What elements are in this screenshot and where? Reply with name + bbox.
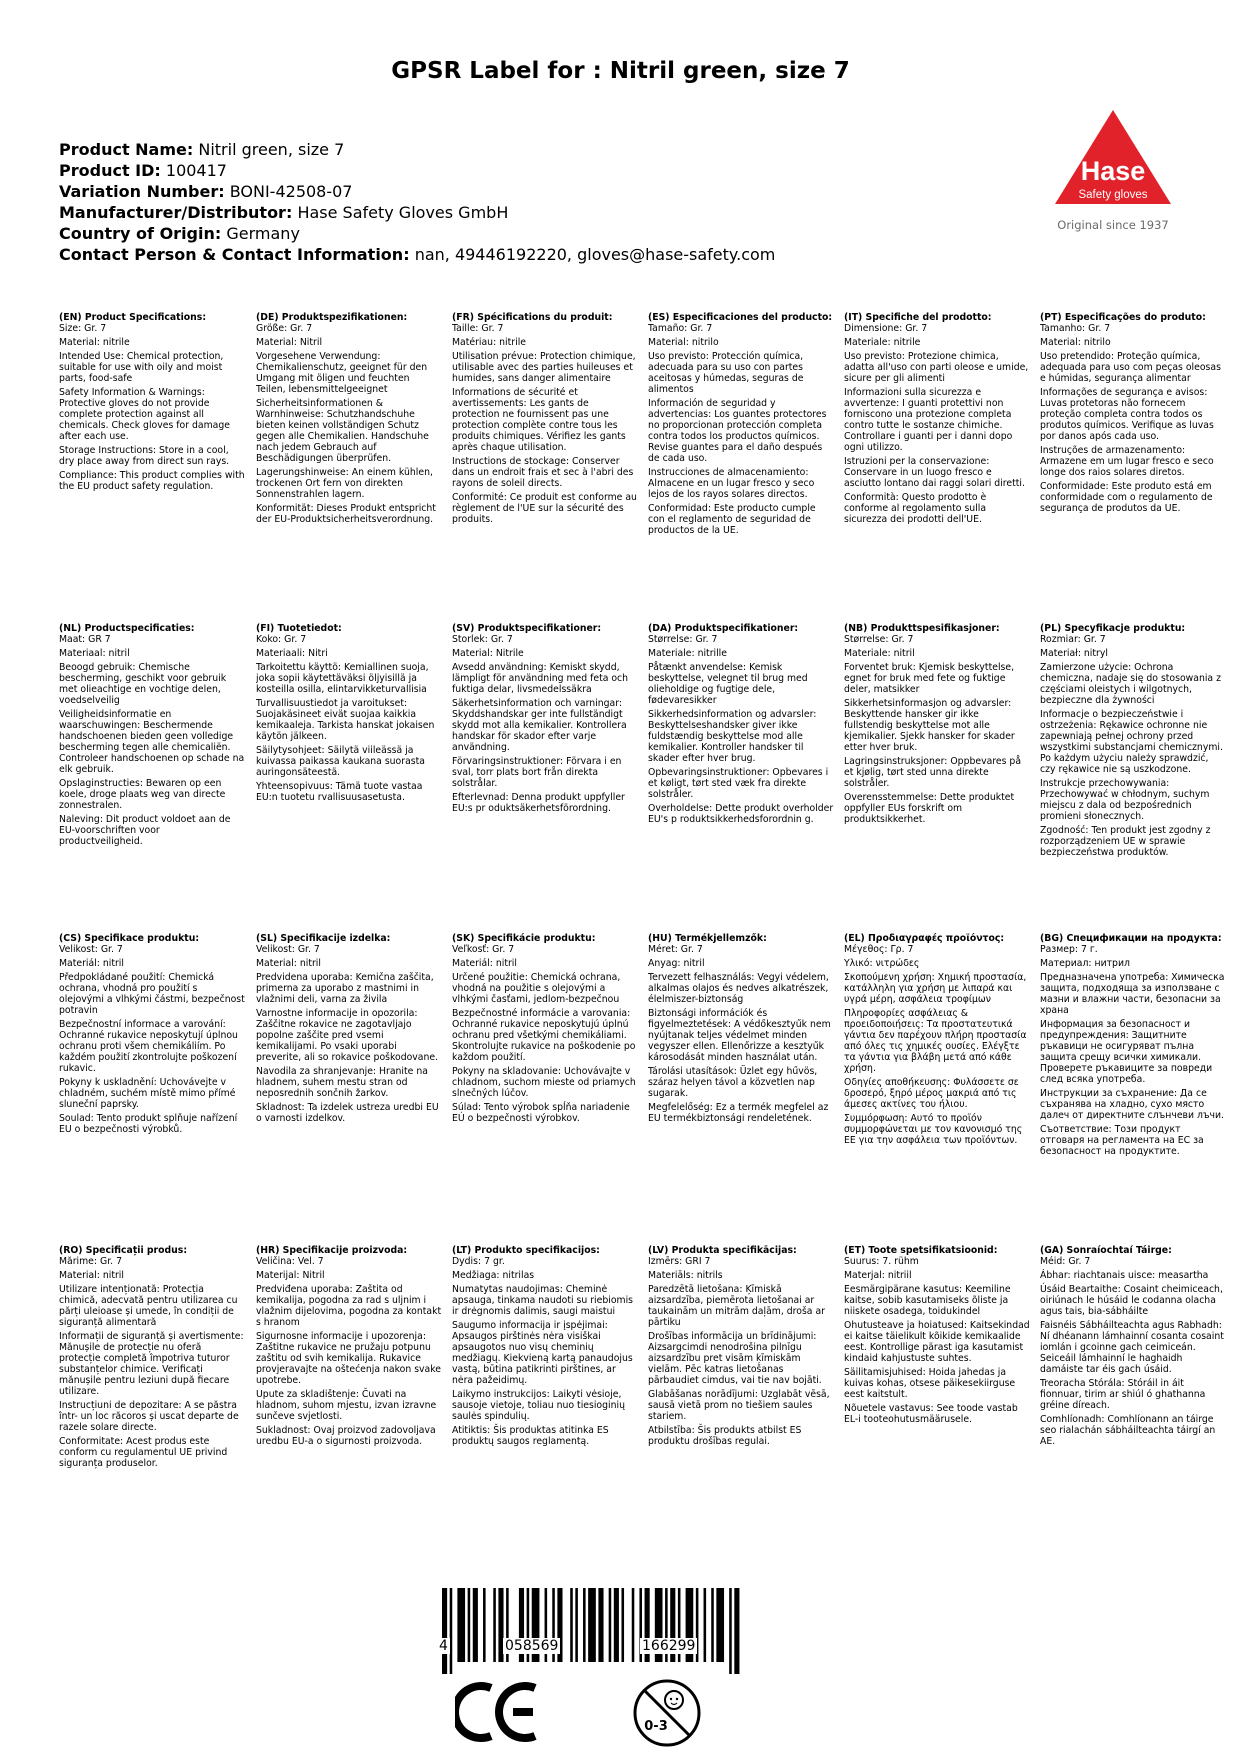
spec-block	[452, 312, 638, 525]
age-warning-icon	[632, 1678, 702, 1748]
spec-heading: (LT) Produkto specifikacijos:	[452, 1245, 600, 1256]
spec-paragraph: Tervezett felhasználás: Vegyi védelem, alkalmas olajos és nedves alkatrészek, élelmiszer-biztonság	[648, 972, 829, 1005]
barcode-bar	[442, 1588, 447, 1674]
spec-paragraph: Intended Use: Chemical protection, suitable for use with oily and moist parts, food-safe	[59, 351, 224, 384]
spec-paragraph: Beoogd gebruik: Chemische bescherming, geschikt voor gebruik met olieachtige en vochtige delen, voedselveilig	[59, 662, 227, 706]
spec-material: Matériau: nitrile	[452, 337, 526, 348]
spec-block	[452, 1245, 638, 1447]
ce-mark-icon	[455, 1680, 541, 1744]
spec-paragraph: Instrucciones de almacenamiento: Almacene en un lugar fresco y seco lejos de los rayos solares directos.	[648, 467, 815, 500]
spec-paragraph: Säilitamisjuhised: Hoida jahedas ja kuivas kohas, otsese päikesekiirguse eest kaitstult.	[844, 1367, 1016, 1400]
spec-block	[256, 312, 442, 525]
spec-material: Υλικό: νιτρώδες	[844, 958, 920, 969]
spec-heading: (HU) Termékjellemzők:	[648, 933, 767, 944]
barcode-bar	[716, 1588, 724, 1662]
spec-paragraph: Glabāšanas norādījumi: Uzglabāt vēsā, sausā vietā prom no tiešiem saules stariem.	[648, 1389, 830, 1422]
spec-paragraph: Instructions de stockage: Conserver dans un endroit frais et sec à l'abri des rayons de soleil directs.	[452, 456, 634, 489]
spec-size: Tamanho: Gr. 7	[1040, 323, 1111, 334]
variation-number-row	[59, 181, 775, 202]
spec-block	[844, 933, 1030, 1146]
spec-material: Материал: нитрил	[1040, 958, 1130, 969]
barcode-bar	[609, 1588, 612, 1662]
spec-size: Størrelse: Gr. 7	[844, 634, 914, 645]
hase-logo	[1043, 108, 1183, 238]
spec-heading: (IT) Specifiche del prodotto:	[844, 312, 992, 323]
age-warning-text: 0-3	[644, 1719, 668, 1734]
product-info	[59, 139, 775, 265]
spec-heading: (SV) Produktspecifikationer:	[452, 623, 602, 634]
barcode-digit-right: 166299	[642, 1638, 696, 1654]
spec-paragraph: Konformität: Dieses Produkt entspricht der EU-Produktsicherheitsverordnung.	[256, 503, 436, 525]
spec-paragraph: Yhteensopivuus: Tämä tuote vastaa EU:n tuotetu rvallisuusasetusta.	[256, 781, 423, 803]
variation-number-value: BONI-42508-07	[229, 182, 353, 201]
manufacturer-row	[59, 202, 775, 223]
barcode-bar	[473, 1588, 478, 1662]
spec-material: Materiał: nitryl	[1040, 648, 1108, 659]
barcode-bar	[614, 1588, 619, 1662]
spec-paragraph: Lagringsinstruksjoner: Oppbevares på et kjølig, tørt sted unna direkte solstråler.	[844, 756, 1022, 789]
spec-material: Materjal: nitriil	[844, 1270, 912, 1281]
spec-heading: (DA) Produktspecifikationer:	[648, 623, 799, 634]
spec-block	[59, 1245, 245, 1469]
spec-paragraph: Varnostne informacije in opozorila: Zaščitne rokavice ne zagotavljajo popolne zaščite pred vsemi kemikalijami. Po vsaki uporabi preverite, ali so rokavice poškodovane.	[256, 1008, 439, 1063]
spec-paragraph: Utilizare intenționată: Protecția chimică, adecvată pentru utilizarea cu părți uleioase și umede, în condiții de siguranță alimentară	[59, 1284, 238, 1328]
spec-paragraph: Informations de sécurité et avertissements: Les gants de protection ne fournissent pas une protection complète contre tous les produits chimiques. Vérifiez les gants après chaque utilisation.	[452, 387, 626, 453]
spec-block	[59, 933, 245, 1135]
spec-paragraph: Atitiktis: Šis produktas atitinka ES produktų saugos reglamentą.	[452, 1425, 609, 1447]
spec-paragraph: Faisnéis Sábháilteachta agus Rabhadh: Ní dhéanann lámhainní cosanta cosaint iomlán i gcoinne gach ceimiceán. Seiceáil lámhainní le haghaidh damáiste tar éis gach úsáid.	[1040, 1320, 1224, 1375]
spec-block	[648, 933, 834, 1124]
logo-subtitle: Safety gloves	[1078, 189, 1148, 201]
spec-block	[1040, 623, 1226, 858]
spec-paragraph: Storage Instructions: Store in a cool, dry place away from direct sun rays.	[59, 445, 230, 467]
barcode-bar	[704, 1588, 707, 1662]
logo-tagline: Original since 1937	[1057, 218, 1169, 232]
spec-paragraph: Uso pretendido: Proteção química, adequada para uso com peças oleosas e húmidas, segurança alimentar	[1040, 351, 1221, 384]
spec-paragraph: Información de seguridad y advertencias: Los guantes protectores no proporcionan protección completa contra todos los productos químicos. Revise guantes para el daño después de cada uso.	[648, 398, 827, 464]
spec-block	[648, 623, 834, 825]
spec-heading: (SK) Špecifikácie produktu:	[452, 933, 596, 944]
spec-material: Materiāls: nitrils	[648, 1270, 723, 1281]
manufacturer-value: Hase Safety Gloves GmbH	[297, 203, 509, 222]
spec-paragraph: Informazioni sulla sicurezza e avvertenze: I guanti protettivi non forniscono una protezione completa contro tutte le sostanze chimiche. Controllare i guanti per i danni dopo ogni utilizzo.	[844, 387, 1013, 453]
barcode-bar	[711, 1588, 714, 1662]
spec-size: Size: Gr. 7	[59, 323, 107, 334]
barcode-digit-prefix: 4	[439, 1638, 448, 1654]
spec-material: Material: nitrilo	[1040, 337, 1111, 348]
spec-paragraph: Compliance: This product complies with the EU product safety regulation.	[59, 470, 245, 492]
spec-paragraph: Instrucțiuni de depozitare: A se păstra într- un loc răcoros și uscat departe de razele solare directe.	[59, 1400, 239, 1433]
barcode-bar	[729, 1588, 732, 1674]
spec-paragraph: Predviđena uporaba: Zaštita od kemikalija, pogodna za rad s uljnim i vlažnim dijelovima, pogodna za kontakt s hranom	[256, 1284, 442, 1328]
barcode-bar	[734, 1588, 739, 1674]
spec-paragraph: Istruzioni per la conservazione: Conservare in un luogo fresco e asciutto lontano dai raggi solari diretti.	[844, 456, 1025, 489]
spec-paragraph: Οδηγίες αποθήκευσης: Φυλάσσετε σε δροσερό, ξηρό μέρος μακριά από τις άμεσες ακτίνες του ήλιου.	[844, 1077, 1019, 1110]
spec-material: Materiale: nitrile	[844, 337, 921, 348]
spec-paragraph: Treoracha Stórála: Stóráil in áit fionnuar, tirim ar shiúl ó ghathanna gréine díreach.	[1040, 1378, 1206, 1411]
spec-paragraph: Opbevaringsinstruktioner: Opbevares i et køligt, tørt sted væk fra direkte solstråler.	[648, 767, 829, 800]
spec-heading: (NB) Produkttspesifikasjoner:	[844, 623, 1000, 634]
barcode-bar	[583, 1588, 586, 1662]
country-label: Country of Origin:	[59, 224, 222, 243]
spec-paragraph: Sikkerhedsinformation og advarsler: Beskyttelseshandsker giver ikke fuldstændig beskyttelse mod alle kemikalier. Kontroller handsker til skader efter hver brug.	[648, 709, 817, 764]
page-title: GPSR Label for : Nitril green, size 7	[391, 58, 850, 84]
spec-heading: (ES) Especificaciones del producto:	[648, 312, 833, 323]
spec-size: Taille: Gr. 7	[452, 323, 504, 334]
spec-material: Ábhar: riachtanais uisce: measartha	[1040, 1270, 1209, 1281]
country-value: Germany	[226, 224, 300, 243]
barcode-bar	[575, 1588, 578, 1662]
spec-paragraph: Uso previsto: Protezione chimica, adatta all'uso con parti oleose e umide, sicure per gli alimenti	[844, 351, 1029, 384]
spec-heading: (PL) Specyfikacje produktu:	[1040, 623, 1186, 634]
spec-size: Mărime: Gr. 7	[59, 1256, 122, 1267]
spec-paragraph: Předpokládané použití: Chemická ochrana, vhodná pro použití s olejovými a vlhkými částmi, bezpečnost potravin	[59, 972, 245, 1016]
spec-size: Größe: Gr. 7	[256, 323, 313, 334]
barcode-bar	[483, 1588, 486, 1662]
spec-material: Materiál: nitril	[59, 958, 124, 969]
spec-paragraph: Navodila za shranjevanje: Hranite na hladnem, suhem mestu stran od neposrednih sončnih žarkov.	[256, 1066, 428, 1099]
barcode-bar	[621, 1588, 624, 1662]
ce-e-shape	[499, 1686, 535, 1738]
spec-paragraph: Zamierzone użycie: Ochrona chemiczna, nadaje się do stosowania z częściami oleistych i wilgotnych, bezpieczne dla żywności	[1040, 662, 1221, 706]
barcode-bar	[570, 1588, 573, 1662]
spec-block	[59, 623, 245, 847]
spec-material: Material: nitrilo	[648, 337, 719, 348]
barcode-bar	[493, 1588, 496, 1662]
spec-size: Velikost: Gr. 7	[256, 944, 320, 955]
spec-paragraph: Megfelelőség: Ez a termék megfelel az EU termékbiztonsági rendeletének.	[648, 1102, 829, 1124]
spec-paragraph: Tarkoitettu käyttö: Kemiallinen suoja, joka sopii käytettäväksi öljyisillä ja kosteilla osilla, elintarvikketurvallisia	[256, 662, 429, 695]
spec-size: Méret: Gr. 7	[648, 944, 703, 955]
spec-block	[648, 312, 834, 536]
spec-block	[256, 1245, 442, 1447]
spec-paragraph: Conformitate: Acest produs este conform cu regulamentul UE privind siguranța produselor.	[59, 1436, 228, 1469]
spec-paragraph: Súlad: Tento výrobok spĺňa nariadenie EÚ o bezpečnosti výrobkov.	[452, 1102, 630, 1124]
spec-paragraph: Biztonsági információk és figyelmeztetések: A védőkesztyűk nem nyújtanak teljes védelmet minden vegyszer ellen. Ellenőrizze a kesztyűk károsodását minden használat után.	[648, 1008, 831, 1063]
spec-paragraph: Laikymo instrukcijos: Laikyti vėsioje, sausoje vietoje, toliau nuo tiesioginių saulės spindulių.	[452, 1389, 625, 1422]
spec-material: Materiaal: nitril	[59, 648, 130, 659]
spec-size: Размер: 7 г.	[1040, 944, 1098, 955]
spec-paragraph: Информация за безопасност и предупреждения: Защитните ръкавици не осигуряват пълна защита срещу всички химикали. Проверете ръкавиците за повреди след всяка употреба.	[1040, 1019, 1213, 1085]
barcode-bar	[598, 1588, 603, 1662]
spec-block	[844, 312, 1030, 525]
spec-paragraph: Conformité: Ce produit est conforme au règlement de l'UE sur la sécurité des produits.	[452, 492, 637, 525]
product-id-value: 100417	[165, 161, 227, 180]
product-name-label: Product Name:	[59, 140, 194, 159]
spec-paragraph: Soulad: Tento produkt splňuje nařízení EU o bezpečnosti výrobků.	[59, 1113, 238, 1135]
spec-paragraph: Úsáid Beartaithe: Cosaint cheimiceach, oiriúnach le húsáid le codanna olacha agus tais, bia-sábháilte	[1040, 1284, 1223, 1317]
spec-paragraph: Utilisation prévue: Protection chimique, utilisable avec des parties huileuses et humides, sans danger alimentaire	[452, 351, 636, 384]
spec-material: Materiál: nitril	[452, 958, 517, 969]
spec-paragraph: Ohutusteave ja hoiatused: Kaitsekindad ei kaitse täielikult kõikide kemikaalide eest. Kontrollige pärast iga kasutamist kindaid kahjustuste suhtes.	[844, 1320, 1030, 1364]
spec-size: Veličina: Vel. 7	[256, 1256, 324, 1267]
spec-material: Material: nitrile	[59, 337, 130, 348]
spec-block	[59, 312, 245, 492]
spec-paragraph: Uso previsto: Protección química, adecuada para su uso con partes aceitosas y húmedas, seguras de alimentos	[648, 351, 804, 395]
spec-block	[256, 933, 442, 1124]
spec-size: Méid: Gr. 7	[1040, 1256, 1091, 1267]
spec-paragraph: Sukladnost: Ovaj proizvod zadovoljava uredbu EU-a o sigurnosti proizvoda.	[256, 1425, 436, 1447]
spec-paragraph: Conformità: Questo prodotto è conforme al regolamento sulla sicurezza dei prodotti dell'UE.	[844, 492, 987, 525]
spec-paragraph: Pokyny na skladovanie: Uchovávajte v chladnom, suchom mieste od priamych slnečných lúčov.	[452, 1066, 636, 1099]
spec-paragraph: Instruções de armazenamento: Armazene em um lugar fresco e seco longe dos raios solares diretos.	[1040, 445, 1214, 478]
spec-paragraph: Turvallisuustiedot ja varoitukset: Suojakäsineet eivät suojaa kaikkia kemikaaleja. Tarkista hanskat jokaisen käytön jälkeen.	[256, 698, 435, 742]
spec-material: Material: Nitrile	[452, 648, 524, 659]
spec-paragraph: Opslaginstructies: Bewaren op een koele, droge plaats weg van directe zonnestralen.	[59, 778, 226, 811]
spec-paragraph: Sikkerhetsinformasjon og advarsler: Beskyttende hansker gir ikke fullstendig beskyttelse mot alle kjemikalier. Sjekk hansker for skader etter hver bruk.	[844, 698, 1015, 753]
product-name-value: Nitril green, size 7	[198, 140, 345, 159]
spec-paragraph: Overholdelse: Dette produkt overholder EU's p roduktsikkerhedsforordnin g.	[648, 803, 834, 825]
spec-paragraph: Πληροφορίες ασφάλειας & προειδοποιήσεις: Τα προστατευτικά γάντια δεν παρέχουν πλήρη προστασία από όλες τις χημικές ουσίες. Ελέγξτε τα γάντια για βλάβη μετά από κάθε χρήση.	[844, 1008, 1027, 1074]
spec-size: Storlek: Gr. 7	[452, 634, 513, 645]
ce-c-shape	[455, 1686, 491, 1738]
spec-paragraph: Informații de siguranță și avertismente: Mănușile de protecție nu oferă protecție completă împotriva tuturor substanțelor chimice. Verificați mănușile pentru leziuni după fiecare utilizare.	[59, 1331, 244, 1397]
spec-paragraph: Säilytysohjeet: Säilytä viileässä ja kuivassa paikassa kaukana suorasta auringonsäteestä.	[256, 745, 425, 778]
spec-block	[844, 623, 1030, 825]
spec-heading: (HR) Specifikacije proizvoda:	[256, 1245, 408, 1256]
spec-block	[648, 1245, 834, 1447]
spec-heading: (CS) Specifikace produktu:	[59, 933, 200, 944]
spec-paragraph: Съответствие: Този продукт отговаря на регламента на ЕС за безопасност на продуктите.	[1040, 1124, 1204, 1157]
spec-material: Materiaali: Nitri	[256, 648, 328, 659]
spec-heading: (PT) Especificações do produto:	[1040, 312, 1206, 323]
spec-material: Materiale: nitril	[844, 648, 915, 659]
spec-material: Material: nitril	[59, 1270, 124, 1281]
spec-paragraph: Conformidad: Este producto cumple con el reglamento de seguridad de productos de la UE.	[648, 503, 816, 536]
spec-paragraph: Påtænkt anvendelse: Kemisk beskyttelse, velegnet til brug med olieholdige og fugtige dele, fødevaresikker	[648, 662, 808, 706]
spec-paragraph: Eesmärgipärane kasutus: Keemiline kaitse, sobib kasutamiseks õliste ja niiskete osadega, toidukindel	[844, 1284, 1011, 1317]
spec-block	[452, 933, 638, 1124]
spec-paragraph: Zgodność: Ten produkt jest zgodny z rozporządzeniem UE w sprawie bezpieczeństwa produktów.	[1040, 825, 1211, 858]
spec-size: Dimensione: Gr. 7	[844, 323, 928, 334]
spec-paragraph: Sigurnosne informacije i upozorenja: Zaštitne rukavice ne pružaju potpunu zaštitu od svih kemikalija. Rukavice provjeravajte na oštećenja nakon svake upotrebe.	[256, 1331, 442, 1386]
spec-paragraph: Förvaringsinstruktioner: Förvara i en sval, torr plats bort från direkta solstrålar.	[452, 756, 622, 789]
spec-heading: (LV) Produkta specifikācijas:	[648, 1245, 797, 1256]
spec-paragraph: Tárolási utasítások: Üzlet egy hűvös, száraz helyen távol a közvetlen nap sugarak.	[648, 1066, 818, 1099]
spec-paragraph: Comhlíonadh: Comhlíonann an táirge seo rialachán sábháilteachta táirgí an AE.	[1040, 1414, 1216, 1447]
spec-paragraph: Safety Information & Warnings: Protective gloves do not provide complete protection against all chemicals. Check gloves for damage after each use.	[59, 387, 230, 442]
spec-size: Izmērs: GRI 7	[648, 1256, 711, 1267]
spec-heading: (SL) Specifikacije izdelka:	[256, 933, 391, 944]
spec-paragraph: Avsedd användning: Kemiskt skydd, lämpligt för användning med feta och fuktiga delar, livsmedelssäkra	[452, 662, 629, 695]
spec-paragraph: Säkerhetsinformation och varningar: Skyddshandskar ger inte fullständigt skydd mot alla kemikalier. Kontrollera handskar för skador efter varje användning.	[452, 698, 627, 753]
spec-block	[1040, 1245, 1226, 1447]
spec-paragraph: Nõuetele vastavus: See toode vastab EL-i tooteohutusmäärusele.	[844, 1403, 1018, 1425]
spec-paragraph: Σκοπούμενη χρήση: Χημική προστασία, κατάλληλη για χρήση με λιπαρά και υγρά μέρη, ασφάλεια τροφίμων	[844, 972, 1027, 1005]
spec-paragraph: Συμμόρφωση: Αυτό το προϊόν συμμορφώνεται με τον κανονισμό της ΕΕ για την ασφάλεια των προϊόντων.	[844, 1113, 1023, 1146]
spec-material: Materijal: Nitril	[256, 1270, 325, 1281]
spec-paragraph: Informações de segurança e avisos: Luvas protetoras não fornecem proteção completa contra todos os produtos químicos. Verifique as luvas por danos após cada uso.	[1040, 387, 1214, 442]
spec-heading: (FR) Spécifications du produit:	[452, 312, 613, 323]
spec-paragraph: Naleving: Dit product voldoet aan de EU-voorschriften voor productveiligheid.	[59, 814, 231, 847]
spec-paragraph: Drošības informācija un brīdinājumi: Aizsargcimdi nenodrošina pilnīgu aizsardzību pret visām ķīmiskām vielām. Pēc katras lietošanas pārbaudiet cimdus, vai tie nav bojāti.	[648, 1331, 822, 1386]
spec-paragraph: Vorgesehene Verwendung: Chemikalienschutz, geeignet für den Umgang mit öligen und feuchten Teilen, lebensmittelgeeignet	[256, 351, 428, 395]
spec-heading: (FI) Tuotetiedot:	[256, 623, 342, 634]
barcode	[442, 1588, 742, 1674]
spec-paragraph: Forventet bruk: Kjemisk beskyttelse, egnet for bruk med fete og fuktige deler, matsikker	[844, 662, 1015, 695]
spec-paragraph: Инструкции за съхранение: Да се съхранява на хладно, сухо място далеч от директните слънчеви лъчи.	[1040, 1088, 1225, 1121]
spec-heading: (EL) Προδιαγραφές προϊόντος:	[844, 933, 1005, 944]
spec-paragraph: Pokyny k uskladnění: Uchovávejte v chladném, suchém místě mimo přímé sluneční paprsky.	[59, 1077, 236, 1110]
barcode-bar	[450, 1588, 453, 1674]
spec-paragraph: Sicherheitsinformationen & Warnhinweise: Schutzhandschuhe bieten keinen vollständigen Schutz gegen alle Chemikalien. Handschuhe nach jedem Gebrauch auf Beschädigungen überprüfen.	[256, 398, 429, 464]
spec-paragraph: Instrukcje przechowywania: Przechowywać w chłodnym, suchym miejscu z dala od bezpośrednich promieni słonecznych.	[1040, 778, 1210, 822]
spec-paragraph: Skladnost: Ta izdelek ustreza uredbi EU o varnosti izdelkov.	[256, 1102, 439, 1124]
spec-paragraph: Atbilstība: Šis produkts atbilst ES produktu drošības regulai.	[648, 1425, 802, 1447]
spec-material: Material: nitril	[256, 958, 321, 969]
spec-paragraph: Saugumo informacija ir įspėjimai: Apsaugos pirštinės nėra visiškai apsaugotos nuo visų cheminių medžiagų. Kiekvieną kartą panaudojus vastą, būtina patikrinti pirštines, ar nėra pažeidimų.	[452, 1320, 633, 1386]
spec-heading: (ET) Toote spetsifikatsioonid:	[844, 1245, 998, 1256]
barcode-bar	[468, 1588, 471, 1662]
spec-size: Tamaño: Gr. 7	[648, 323, 713, 334]
product-id-row	[59, 160, 775, 181]
spec-paragraph: Informacje o bezpieczeństwie i ostrzeżenia: Rękawice ochronne nie zapewniają pełnej ochrony przed wszystkimi substancjami chemicznymi. Po każdym użyciu należy sprawdzić, czy rękawice nie są uszkodzone.	[1040, 709, 1223, 775]
spec-heading: (RO) Specificații produs:	[59, 1245, 188, 1256]
contact-label: Contact Person & Contact Information:	[59, 245, 410, 264]
variation-number-label: Variation Number:	[59, 182, 225, 201]
spec-material: Medžiaga: nitrilas	[452, 1270, 535, 1281]
spec-size: Koko: Gr. 7	[256, 634, 307, 645]
spec-heading: (EN) Product Specifications:	[59, 312, 207, 323]
spec-size: Maat: GR 7	[59, 634, 111, 645]
spec-paragraph: Upute za skladištenje: Čuvati na hladnom, suhom mjestu, izvan izravne sunčeve svjetlosti.	[256, 1389, 437, 1422]
spec-paragraph: Предназначена употреба: Химическа защита, подходяща за използване с мазни и влажни части, безопасни за храна	[1040, 972, 1225, 1016]
product-name-row	[59, 139, 775, 160]
product-id-label: Product ID:	[59, 161, 161, 180]
spec-paragraph: Predvidena uporaba: Kemična zaščita, primerna za uporabo z mastnimi in vlažnimi deli, varna za živila	[256, 972, 434, 1005]
spec-block	[452, 623, 638, 814]
barcode-bar	[632, 1588, 635, 1662]
spec-paragraph: Bezpečnostné informácie a varovania: Ochranné rukavice neposkytujú úplnú ochranu pred všetkými chemikáliami. Skontrolujte rukavice na poškodenie po každom použití.	[452, 1008, 636, 1063]
spec-heading: (GA) Sonraíochtaí Táirge:	[1040, 1245, 1172, 1256]
spec-paragraph: Conformidade: Este produto está em conformidade com o regulamento de segurança de produtos da UE.	[1040, 481, 1213, 514]
spec-paragraph: Paredzētā lietošana: Ķīmiskā aizsardzība, piemērota lietošanai ar taukainām un mitrām daļām, droša ar pārtiku	[648, 1284, 825, 1328]
spec-block	[1040, 933, 1226, 1157]
spec-block	[1040, 312, 1226, 514]
country-row	[59, 223, 775, 244]
spec-heading: (DE) Produktspezifikationen:	[256, 312, 408, 323]
spec-block	[844, 1245, 1030, 1425]
spec-material: Anyag: nitril	[648, 958, 705, 969]
barcode-bar	[588, 1588, 596, 1662]
spec-material: Materiale: nitrille	[648, 648, 727, 659]
spec-paragraph: Efterlevnad: Denna produkt uppfyller EU:s pr oduktsäkerhetsförordning.	[452, 792, 625, 814]
contact-row	[59, 244, 775, 265]
barcode-digit-left: 058569	[505, 1638, 559, 1654]
spec-heading: (BG) Спецификации на продукта:	[1040, 933, 1222, 944]
spec-paragraph: Overensstemmelse: Dette produktet oppfyller EUs forskrift om produktsikkerhet.	[844, 792, 1015, 825]
spec-heading: (NL) Productspecificaties:	[59, 623, 195, 634]
logo-brand: Hase	[1080, 156, 1146, 186]
spec-size: Rozmiar: Gr. 7	[1040, 634, 1106, 645]
spec-paragraph: Bezpečnostní informace a varování: Ochranné rukavice neposkytují úplnou ochranu proti všem chemikáliím. Po každém použití zkontrolujte poškození rukavic.	[59, 1019, 238, 1074]
spec-size: Størrelse: Gr. 7	[648, 634, 718, 645]
spec-size: Μέγεθος: Γρ. 7	[844, 944, 914, 955]
spec-size: Dydis: 7 gr.	[452, 1256, 505, 1267]
manufacturer-label: Manufacturer/Distributor:	[59, 203, 293, 222]
spec-size: Velikost: Gr. 7	[59, 944, 123, 955]
spec-paragraph: Lagerungshinweise: An einem kühlen, trockenen Ort fern von direkten Sonnenstrahlen lagern.	[256, 467, 433, 500]
spec-paragraph: Veiligheidsinformatie en waarschuwingen: Beschermende handschoenen bieden geen volledige bescherming tegen alle chemicaliën. Controleer handschoenen op schade na elk gebruik.	[59, 709, 245, 775]
spec-size: Veľkosť: Gr. 7	[452, 944, 515, 955]
spec-paragraph: Numatytas naudojimas: Cheminė apsauga, tinkama naudoti su riebiomis ir drėgnomis dalimis, saugi maistui	[452, 1284, 634, 1317]
spec-paragraph: Určené použitie: Chemická ochrana, vhodná na použitie s olejovými a vlhkými časťami, jedlom-bezpečnou	[452, 972, 621, 1005]
spec-size: Suurus: 7. rühm	[844, 1256, 919, 1267]
barcode-bar	[457, 1588, 465, 1662]
contact-value: nan, 49446192220, gloves@hase-safety.com	[414, 245, 776, 264]
spec-material: Material: Nitril	[256, 337, 323, 348]
spec-block	[256, 623, 442, 803]
